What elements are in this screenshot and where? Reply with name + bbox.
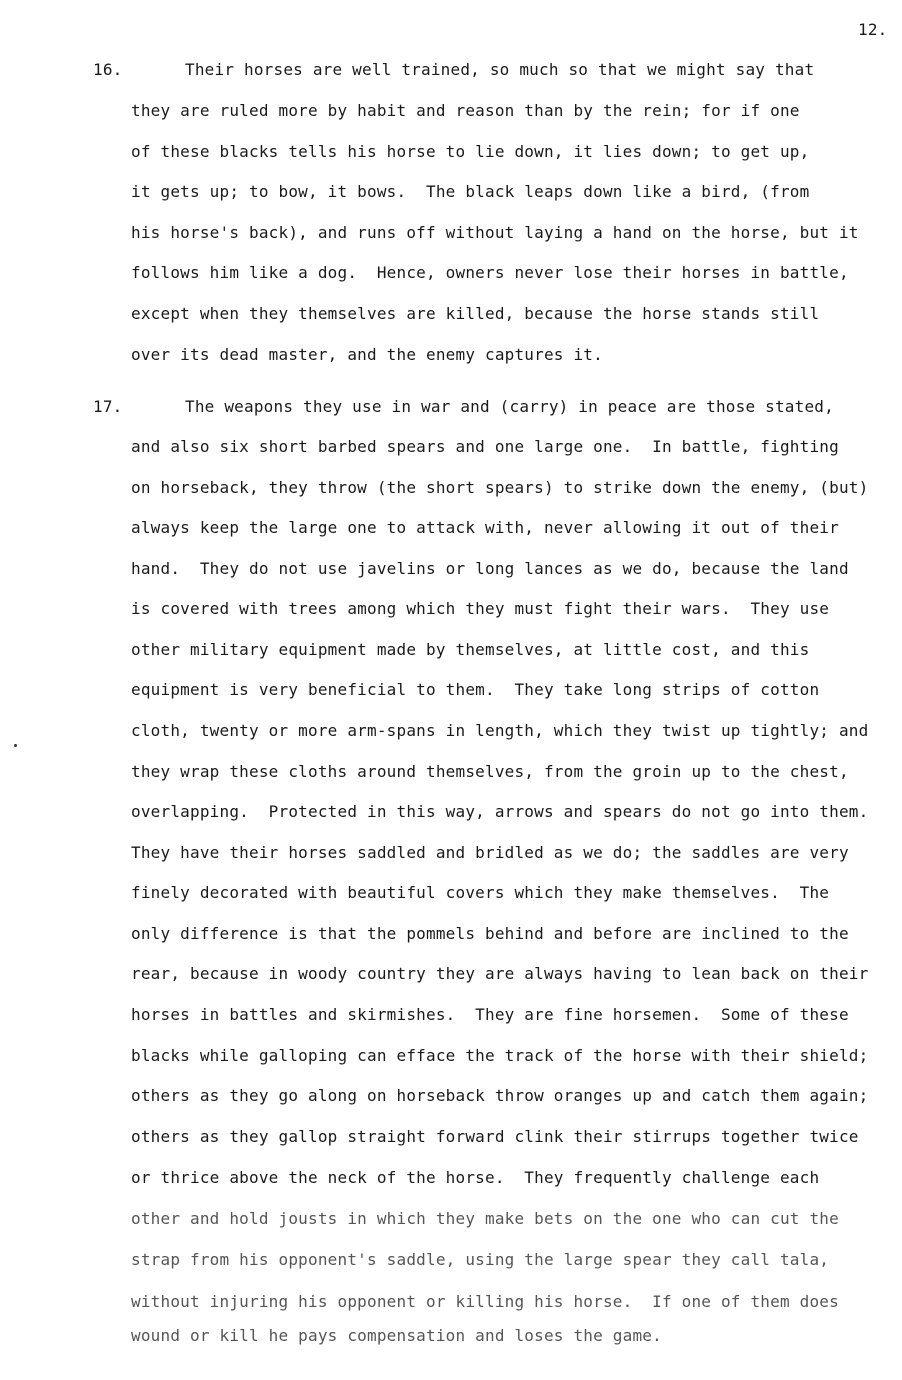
- text-line: they are ruled more by habit and reason than by the rein; for if one: [131, 101, 800, 120]
- paragraph-number: 16.: [93, 60, 123, 79]
- text-line: horses in battles and skirmishes. They are fine horsemen. Some of these: [131, 1005, 849, 1024]
- text-line: blacks while galloping can efface the track of the horse with their shield;: [131, 1046, 869, 1065]
- text-line: overlapping. Protected in this way, arrows and spears do not go into them.: [131, 802, 869, 821]
- text-line: cloth, twenty or more arm-spans in length, which they twist up tightly; and: [131, 721, 869, 740]
- text-line: finely decorated with beautiful covers which they make themselves. The: [131, 883, 830, 902]
- text-line: others as they go along on horseback throw oranges up and catch them again;: [131, 1086, 869, 1105]
- text-line: They have their horses saddled and bridled as we do; the saddles are very: [131, 843, 849, 862]
- text-line: others as they gallop straight forward clink their stirrups together twice: [131, 1127, 859, 1146]
- text-line: except when they themselves are killed, because the horse stands still: [131, 304, 820, 323]
- text-line: they wrap these cloths around themselves, from the groin up to the chest,: [131, 762, 849, 781]
- text-line: Their horses are well trained, so much so that we might say that: [185, 60, 815, 79]
- text-line: follows him like a dog. Hence, owners never lose their horses in battle,: [131, 263, 849, 282]
- text-line: equipment is very beneficial to them. They take long strips of cotton: [131, 680, 820, 699]
- text-line: The weapons they use in war and (carry) in peace are those stated,: [185, 397, 834, 416]
- text-line: other and hold jousts in which they make bets on the one who can cut the: [131, 1209, 839, 1228]
- text-line: is covered with trees among which they must fight their wars. They use: [131, 599, 830, 618]
- text-line: only difference is that the pommels behind and before are inclined to the: [131, 924, 849, 943]
- text-line: rear, because in woody country they are always having to lean back on their: [131, 964, 869, 983]
- text-line: of these blacks tells his horse to lie down, it lies down; to get up,: [131, 142, 810, 161]
- text-line: without injuring his opponent or killing his horse. If one of them does: [131, 1292, 839, 1311]
- text-line: hand. They do not use javelins or long lances as we do, because the land: [131, 559, 849, 578]
- text-line: or thrice above the neck of the horse. They frequently challenge each: [131, 1168, 820, 1187]
- text-line: his horse's back), and runs off without laying a hand on the horse, but it: [131, 223, 859, 242]
- stray-ink-mark: [14, 744, 17, 747]
- text-line: on horseback, they throw (the short spears) to strike down the enemy, (but): [131, 478, 869, 497]
- text-line: other military equipment made by themselves, at little cost, and this: [131, 640, 810, 659]
- text-line: over its dead master, and the enemy captures it.: [131, 345, 603, 364]
- page-number: 12.: [858, 20, 888, 39]
- text-line: strap from his opponent's saddle, using the large spear they call tala,: [131, 1250, 830, 1269]
- text-line: and also six short barbed spears and one large one. In battle, fighting: [131, 437, 839, 456]
- text-line: always keep the large one to attack with, never allowing it out of their: [131, 518, 839, 537]
- text-line: it gets up; to bow, it bows. The black leaps down like a bird, (from: [131, 182, 810, 201]
- paragraph-number: 17.: [93, 397, 123, 416]
- text-line: wound or kill he pays compensation and loses the game.: [131, 1326, 662, 1345]
